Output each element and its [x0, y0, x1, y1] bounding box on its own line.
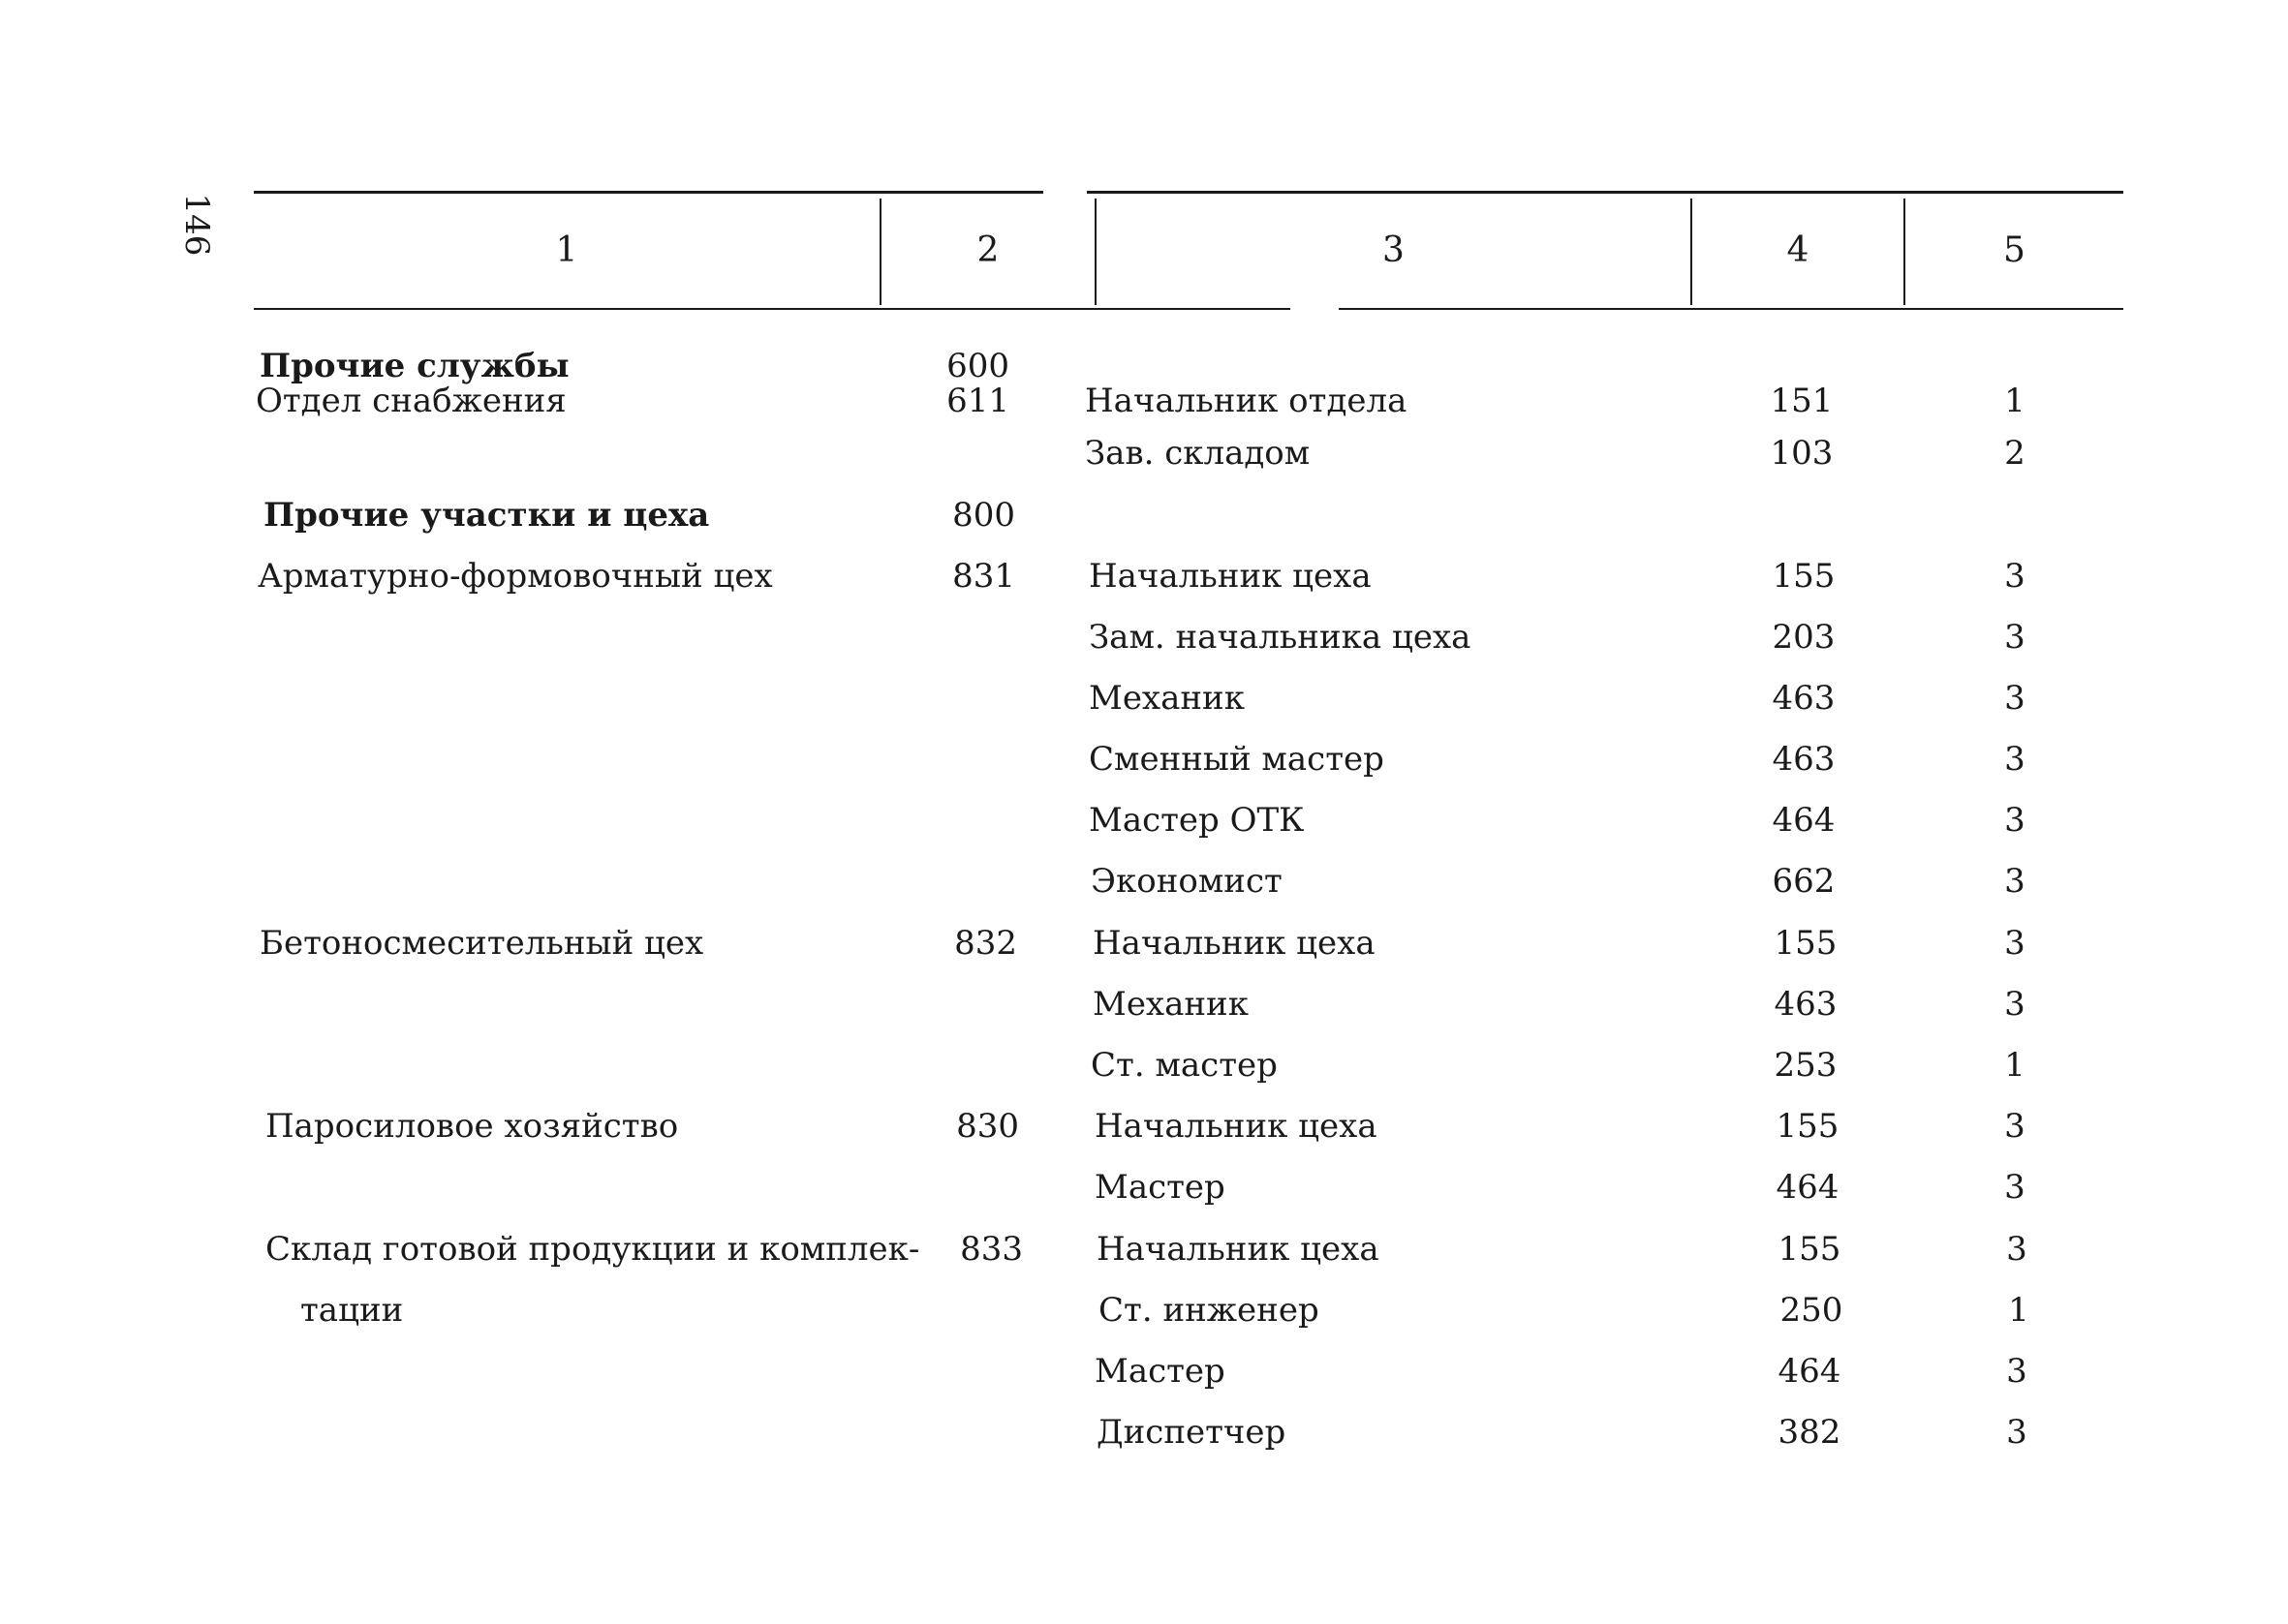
position-name: Механик: [1089, 679, 1245, 718]
department-name: Паросиловое хозяйство: [265, 1107, 679, 1146]
position-name: Начальник цеха: [1097, 1230, 1379, 1269]
position-code: 155: [1772, 557, 1836, 596]
position-count: 3: [2006, 1352, 2027, 1391]
position-code: 155: [1774, 924, 1838, 963]
page-number: 146: [177, 193, 216, 257]
section-title: Прочие службы: [260, 347, 570, 385]
position-count: 3: [2004, 924, 2025, 963]
position-count: 3: [2004, 618, 2025, 657]
position-code: 463: [1774, 985, 1838, 1024]
position-name: Начальник отдела: [1085, 382, 1407, 420]
position-count: 3: [2004, 557, 2025, 596]
position-name: Сменный мастер: [1089, 740, 1384, 779]
column-header-5: 5: [2003, 230, 2025, 270]
position-code: 463: [1772, 740, 1836, 779]
position-name: Зам. начальника цеха: [1089, 618, 1471, 657]
position-count: 3: [2004, 862, 2025, 901]
header-bottom-rule-right: [1339, 308, 2123, 310]
position-code: 203: [1772, 618, 1836, 657]
column-header-2: 2: [976, 230, 1000, 270]
position-count: 3: [2004, 679, 2025, 718]
position-name: Начальник цеха: [1089, 557, 1372, 596]
position-code: 463: [1772, 679, 1836, 718]
position-count: 3: [2004, 1168, 2025, 1207]
position-name: Механик: [1093, 985, 1249, 1024]
position-code: 103: [1770, 434, 1834, 473]
position-count: 3: [2006, 1230, 2027, 1269]
position-count: 1: [2008, 1291, 2029, 1330]
section-title: Прочие участки и цеха: [263, 496, 710, 535]
position-code: 250: [1779, 1291, 1843, 1330]
position-name: Диспетчер: [1097, 1413, 1286, 1452]
position-code: 382: [1778, 1413, 1841, 1452]
section-code: 600: [946, 347, 1009, 385]
department-code: 832: [954, 924, 1017, 963]
position-code: 253: [1774, 1046, 1838, 1085]
section-code: 800: [952, 496, 1015, 535]
table-top-rule-left: [254, 191, 1043, 194]
position-code: 662: [1772, 862, 1836, 901]
department-name: Бетоносмесительный цех: [260, 924, 704, 963]
position-count: 3: [2004, 985, 2025, 1024]
position-code: 464: [1772, 801, 1836, 840]
column-header-4: 4: [1786, 230, 1809, 270]
position-name: Мастер: [1095, 1168, 1225, 1207]
column-header-3: 3: [1382, 230, 1405, 270]
position-count: 1: [2004, 382, 2025, 420]
department-code: 831: [952, 557, 1015, 596]
position-name: Экономист: [1091, 862, 1283, 901]
position-count: 1: [2004, 1046, 2025, 1085]
position-count: 2: [2004, 434, 2025, 473]
position-code: 464: [1776, 1168, 1840, 1207]
header-bottom-rule-left: [254, 308, 1290, 310]
position-code: 155: [1776, 1107, 1840, 1146]
position-name: Мастер ОТК: [1089, 801, 1305, 840]
department-code: 833: [960, 1230, 1023, 1269]
position-code: 151: [1770, 382, 1834, 420]
position-code: 155: [1778, 1230, 1841, 1269]
position-name: Мастер: [1095, 1352, 1225, 1391]
position-name: Ст. инженер: [1098, 1291, 1319, 1330]
table-top-rule-right: [1087, 191, 2123, 194]
department-code: 611: [946, 382, 1009, 420]
position-count: 3: [2006, 1413, 2027, 1452]
position-name: Ст. мастер: [1091, 1046, 1278, 1085]
department-name: Отдел снабжения: [256, 382, 567, 420]
department-name: Арматурно-формовочный цех: [258, 557, 773, 596]
position-name: Зав. складом: [1085, 434, 1311, 473]
position-count: 3: [2004, 740, 2025, 779]
position-count: 3: [2004, 801, 2025, 840]
department-code: 830: [956, 1107, 1019, 1146]
department-name: Склад готовой продукции и комплек-: [265, 1230, 920, 1269]
position-code: 464: [1778, 1352, 1841, 1391]
column-header-1: 1: [555, 230, 578, 270]
position-name: Начальник цеха: [1093, 924, 1376, 963]
department-name: тации: [300, 1291, 404, 1330]
position-count: 3: [2004, 1107, 2025, 1146]
position-name: Начальник цеха: [1095, 1107, 1377, 1146]
